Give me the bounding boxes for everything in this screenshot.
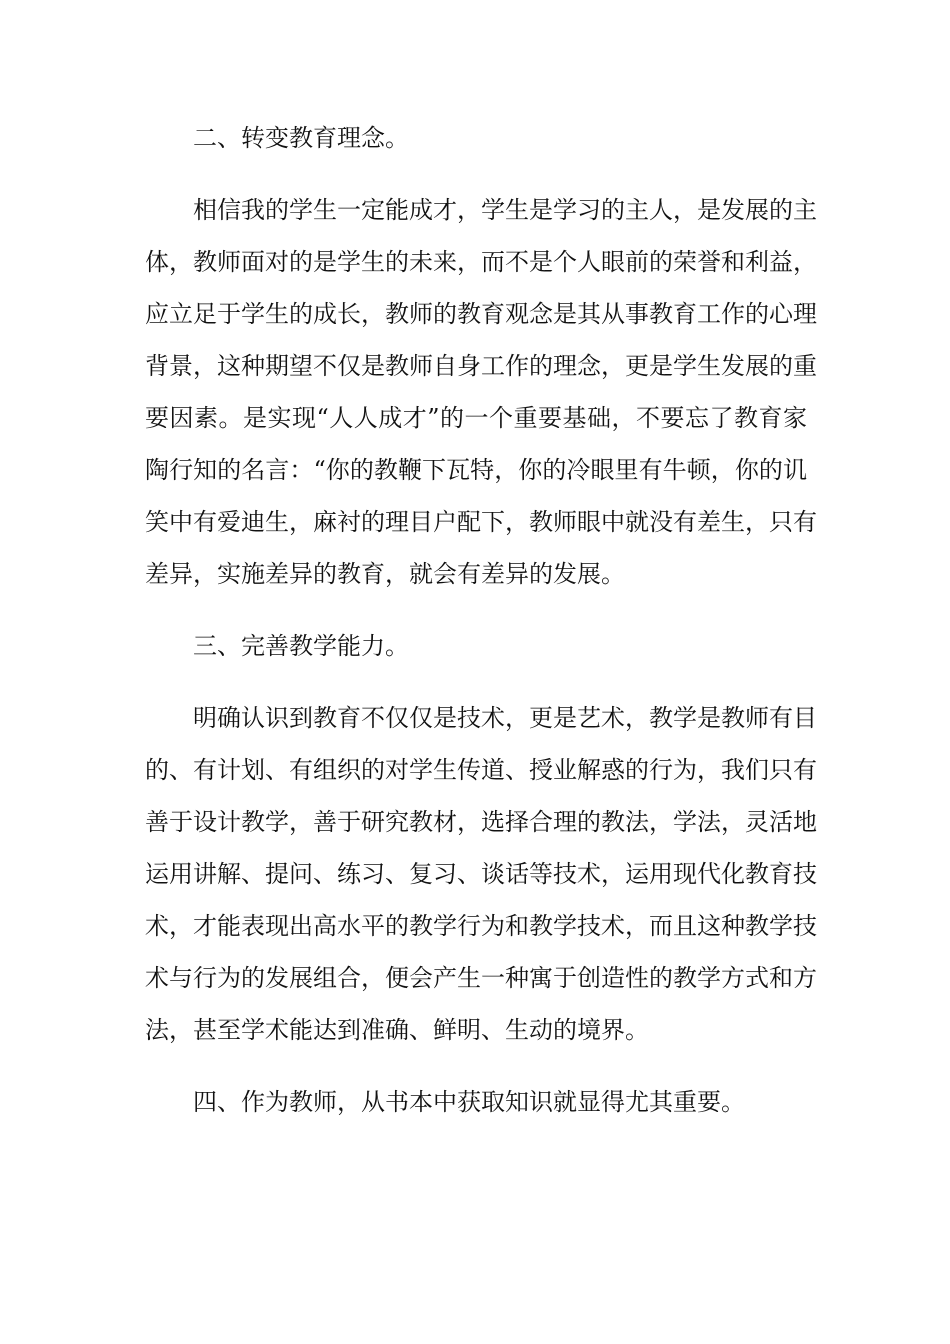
section-heading-2: 二、转变教育理念。 [193, 124, 409, 152]
paragraph-line: 笑中有爱迪生，麻衬的理目户配下，教师眼中就没有差生，只有 [145, 508, 817, 536]
paragraph-line: 的、有计划、有组织的对学生传道、授业解惑的行为，我们只有 [145, 756, 817, 784]
paragraph-line: 差异，实施差异的教育，就会有差异的发展。 [145, 560, 625, 588]
paragraph-line: 法，甚至学术能达到准确、鲜明、生动的境界。 [145, 1016, 649, 1044]
paragraph-teaching-ability [145, 692, 817, 1056]
paragraph-line: 要因素。是实现“人人成才”的一个重要基础，不要忘了教育家 [145, 404, 807, 432]
spacer [145, 600, 807, 620]
paragraph-educational-philosophy [145, 184, 817, 600]
paragraph-line: 术与行为的发展组合，便会产生一种寓于创造性的教学方式和方 [145, 964, 817, 992]
paragraph-line: 相信我的学生一定能成才，学生是学习的主人，是发展的主 [193, 196, 817, 224]
section-heading-4: 四、作为教师，从书本中获取知识就显得尤其重要。 [193, 1088, 745, 1116]
spacer [145, 164, 807, 184]
paragraph-line: 术，才能表现出高水平的教学行为和教学技术，而且这种教学技 [145, 912, 817, 940]
paragraph-line: 应立足于学生的成长，教师的教育观念是其从事教育工作的心理 [145, 300, 817, 328]
spacer [145, 672, 807, 692]
paragraph-line: 运用讲解、提问、练习、复习、谈话等技术，运用现代化教育技 [145, 860, 817, 888]
paragraph-line: 体，教师面对的是学生的未来，而不是个人眼前的荣誉和利益， [145, 248, 817, 276]
document-page [145, 112, 817, 1128]
section-heading-3: 三、完善教学能力。 [193, 632, 409, 660]
spacer [145, 1056, 807, 1076]
paragraph-line: 明确认识到教育不仅仅是技术，更是艺术，教学是教师有目 [193, 704, 817, 732]
paragraph-line: 善于设计教学，善于研究教材，选择合理的教法，学法，灵活地 [145, 808, 817, 836]
paragraph-line: 背景，这种期望不仅是教师自身工作的理念，更是学生发展的重 [145, 352, 817, 380]
paragraph-line: 陶行知的名言：“你的教鞭下瓦特，你的冷眼里有牛顿，你的讥 [145, 456, 807, 484]
